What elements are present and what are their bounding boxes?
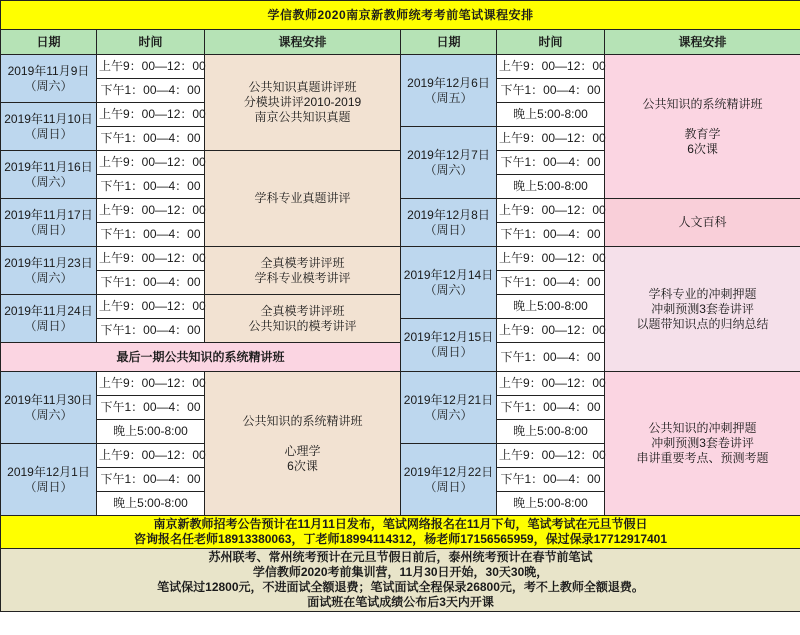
table-row-time: 上午9：00—12：00	[497, 199, 605, 223]
course-block-right-2: 人文百科	[605, 199, 800, 247]
table-row-date: 2019年11月17日 （周日）	[1, 199, 97, 247]
table-row-time: 上午9：00—12：00	[497, 247, 605, 271]
course-block-left-2: 学科专业真题讲评	[205, 151, 401, 247]
table-row-date: 2019年12月8日 （周日）	[401, 199, 497, 247]
table-row-time: 上午9：00—12：00	[97, 372, 205, 396]
table-row-time: 上午9：00—12：00	[497, 55, 605, 79]
table-row-time: 晚上5:00-8:00	[497, 103, 605, 127]
table-row-date: 2019年11月30日 （周六）	[1, 372, 97, 444]
table-row-time: 晚上5:00-8:00	[497, 295, 605, 319]
table-row-date: 2019年12月1日 （周日）	[1, 444, 97, 516]
table-row-date: 2019年12月7日 （周六）	[401, 127, 497, 199]
table-row-time: 下午1：00—4：00	[497, 468, 605, 492]
table-row-time: 上午9：00—12：00	[497, 372, 605, 396]
table-row-time: 下午1：00—4：00	[97, 396, 205, 420]
footer-line-2: 学信教师2020考前集训营，11月30日开始，30天30晚，	[252, 565, 549, 579]
header-date-right: 日期	[401, 30, 497, 55]
table-row-time: 下午1：00—4：00	[497, 343, 605, 372]
table-row-time: 下午1：00—4：00	[97, 468, 205, 492]
table-row-date: 2019年12月14日 （周六）	[401, 247, 497, 319]
table-row-time: 上午9：00—12：00	[97, 295, 205, 319]
course-block-left-1: 公共知识真题讲评班 分模块讲评2010-2019 南京公共知识真题	[205, 55, 401, 151]
header-time-left: 时间	[97, 30, 205, 55]
table-row-date: 2019年11月10日 （周日）	[1, 103, 97, 151]
table-row-time: 上午9：00—12：00	[497, 319, 605, 343]
table-row-time: 晚上5:00-8:00	[97, 420, 205, 444]
left-banner: 最后一期公共知识的系统精讲班	[1, 343, 401, 372]
notice-block	[1, 516, 800, 549]
table-row-time: 上午9：00—12：00	[97, 199, 205, 223]
notice-line-2: 咨询报名任老师18913380063，丁老师18994114312，杨老师17156565959，保过保录17712917401	[134, 532, 668, 546]
course-block-left-4: 全真模考讲评班 公共知识的模考讲评	[205, 295, 401, 343]
course-block-left-3: 全真模考讲评班 学科专业模考讲评	[205, 247, 401, 295]
header-date-left: 日期	[1, 30, 97, 55]
table-row-time: 下午1：00—4：00	[97, 127, 205, 151]
table-row-time: 上午9：00—12：00	[97, 444, 205, 468]
course-block-right-1: 公共知识的系统精讲班 教育学 6次课	[605, 55, 800, 199]
table-row-date: 2019年12月21日 （周六）	[401, 372, 497, 444]
table-row-time: 上午9：00—12：00	[97, 55, 205, 79]
table-row-date: 2019年11月24日 （周日）	[1, 295, 97, 343]
header-course-right: 课程安排	[605, 30, 800, 55]
table-row-time: 上午9：00—12：00	[497, 127, 605, 151]
table-row-time: 下午1：00—4：00	[497, 271, 605, 295]
page-title: 学信教师2020南京新教师统考考前笔试课程安排	[1, 1, 800, 30]
course-block-right-3: 学科专业的冲刺押题 冲刺预测3套卷讲评 以题带知识点的归纳总结	[605, 247, 800, 372]
table-row-date: 2019年12月6日 （周五）	[401, 55, 497, 127]
table-row-time: 下午1：00—4：00	[97, 319, 205, 343]
table-row-time: 上午9：00—12：00	[97, 151, 205, 175]
table-row-time: 上午9：00—12：00	[97, 247, 205, 271]
table-row-time: 下午1：00—4：00	[497, 223, 605, 247]
footer-line-3: 笔试保过12800元，不进面试全额退费；笔试面试全程保录26800元，考不上教师全额退费。	[157, 580, 644, 594]
table-row-date: 2019年12月15日 （周日）	[401, 319, 497, 372]
header-time-right: 时间	[497, 30, 605, 55]
table-row-time: 下午1：00—4：00	[97, 175, 205, 199]
table-row-time: 晚上5:00-8:00	[497, 175, 605, 199]
table-row-time: 晚上5:00-8:00	[97, 492, 205, 516]
table-row-time: 上午9：00—12：00	[497, 444, 605, 468]
table-row-date: 2019年11月23日 （周六）	[1, 247, 97, 295]
course-block-right-4: 公共知识的冲刺押题 冲刺预测3套卷讲评 串讲重要考点、预测考题	[605, 372, 800, 516]
notice-line-1: 南京新教师招考公告预计在11月11日发布，笔试网络报名在11月下旬，笔试考试在元旦节假日	[153, 517, 648, 531]
course-block-left-5: 公共知识的系统精讲班 心理学 6次课	[205, 372, 401, 516]
table-row-date: 2019年12月22日 （周日）	[401, 444, 497, 516]
footer-line-4: 面试班在笔试成绩公布后3天内开课	[307, 595, 494, 609]
table-row-time: 晚上5:00-8:00	[497, 492, 605, 516]
table-row-date: 2019年11月16日 （周六）	[1, 151, 97, 199]
footer-line-1: 苏州联考、常州统考预计在元旦节假日前后，泰州统考预计在春节前笔试	[208, 550, 593, 564]
table-row-time: 下午1：00—4：00	[497, 79, 605, 103]
table-row-time: 下午1：00—4：00	[497, 396, 605, 420]
table-row-time: 下午1：00—4：00	[497, 151, 605, 175]
table-row-date: 2019年11月9日 （周六）	[1, 55, 97, 103]
table-row-time: 下午1：00—4：00	[97, 223, 205, 247]
footer-block	[1, 549, 800, 612]
table-row-time: 上午9：00—12：00	[97, 103, 205, 127]
header-course-left: 课程安排	[205, 30, 401, 55]
table-row-time: 下午1：00—4：00	[97, 79, 205, 103]
table-row-time: 下午1：00—4：00	[97, 271, 205, 295]
table-row-time: 晚上5:00-8:00	[497, 420, 605, 444]
